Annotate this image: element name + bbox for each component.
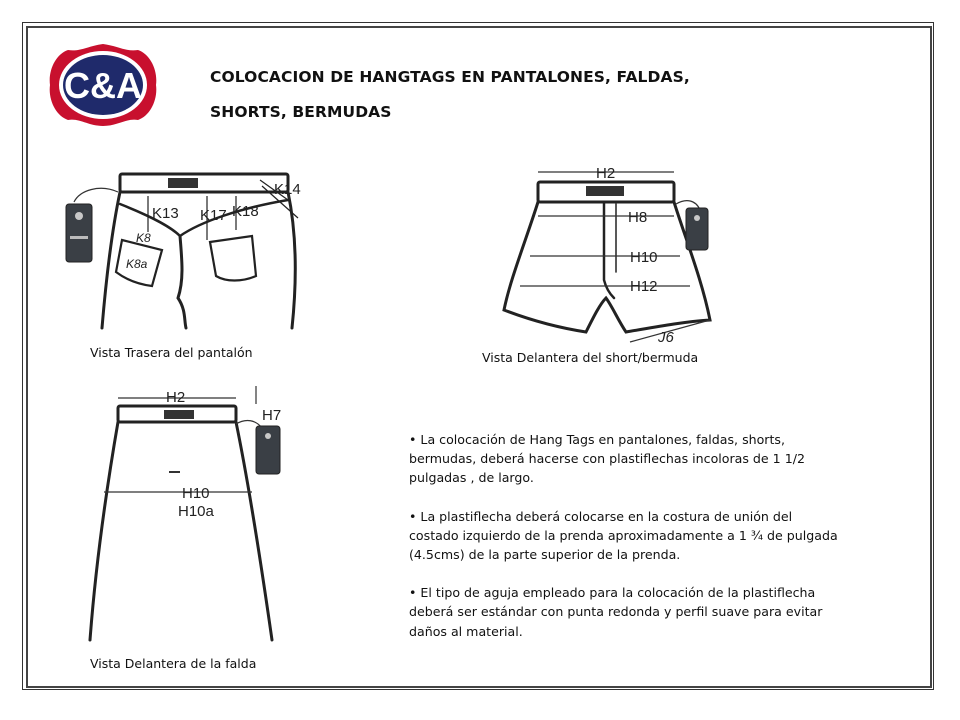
label-h10a: H10a — [178, 503, 214, 520]
short-front-diagram — [490, 160, 730, 350]
label-k14: K14 — [274, 181, 301, 198]
label-h12: H12 — [630, 278, 658, 295]
label-h2: H2 — [596, 165, 616, 182]
skirt-front-diagram — [74, 380, 294, 645]
instruction-item: • La plastiflecha deberá colocarse en la costura de unión del costado izquierdo de la prenda aproximadamente a 1 ¾ de pulgada (4.5cms) de la parte superior de la prenda. — [409, 508, 838, 563]
pants-back-diagram — [60, 160, 320, 332]
logo-text: C&A — [64, 65, 142, 106]
label-h7: H7 — [262, 407, 282, 424]
caption-short-front: Vista Delantera del short/bermuda — [482, 350, 699, 365]
label-k13: K13 — [152, 205, 179, 222]
label-j6: J6 — [658, 329, 674, 346]
document-title — [210, 60, 850, 130]
instructions-list — [409, 430, 839, 660]
label-k18: K18 — [232, 203, 259, 220]
instruction-item: • La colocación de Hang Tags en pantalones, faldas, shorts, bermudas, deberá hacerse con plastiflechas incoloras de 1 1/2 pulgadas , de largo. — [409, 432, 805, 486]
instruction-item: • El tipo de aguja empleado para la colocación de la plastiflecha deberá ser estándar con punta redonda y perfil suave para evitar daños al material. — [409, 585, 823, 639]
label-h8: H8 — [628, 209, 648, 226]
title-line-1: COLOCACION DE HANGTAGS EN PANTALONES, FALDAS, — [210, 68, 690, 86]
label-k8: K8 — [136, 231, 151, 245]
caption-skirt-front: Vista Delantera de la falda — [90, 656, 257, 671]
label-k17: K17 — [200, 207, 227, 224]
label-h10-skirt: H10 — [182, 485, 210, 502]
title-line-2: SHORTS, BERMUDAS — [210, 103, 392, 121]
ca-logo — [46, 40, 160, 130]
label-k8a: K8a — [126, 257, 148, 271]
caption-pants-back: Vista Trasera del pantalón — [90, 345, 253, 360]
label-h10: H10 — [630, 249, 658, 266]
label-h2-skirt: H2 — [166, 389, 186, 406]
